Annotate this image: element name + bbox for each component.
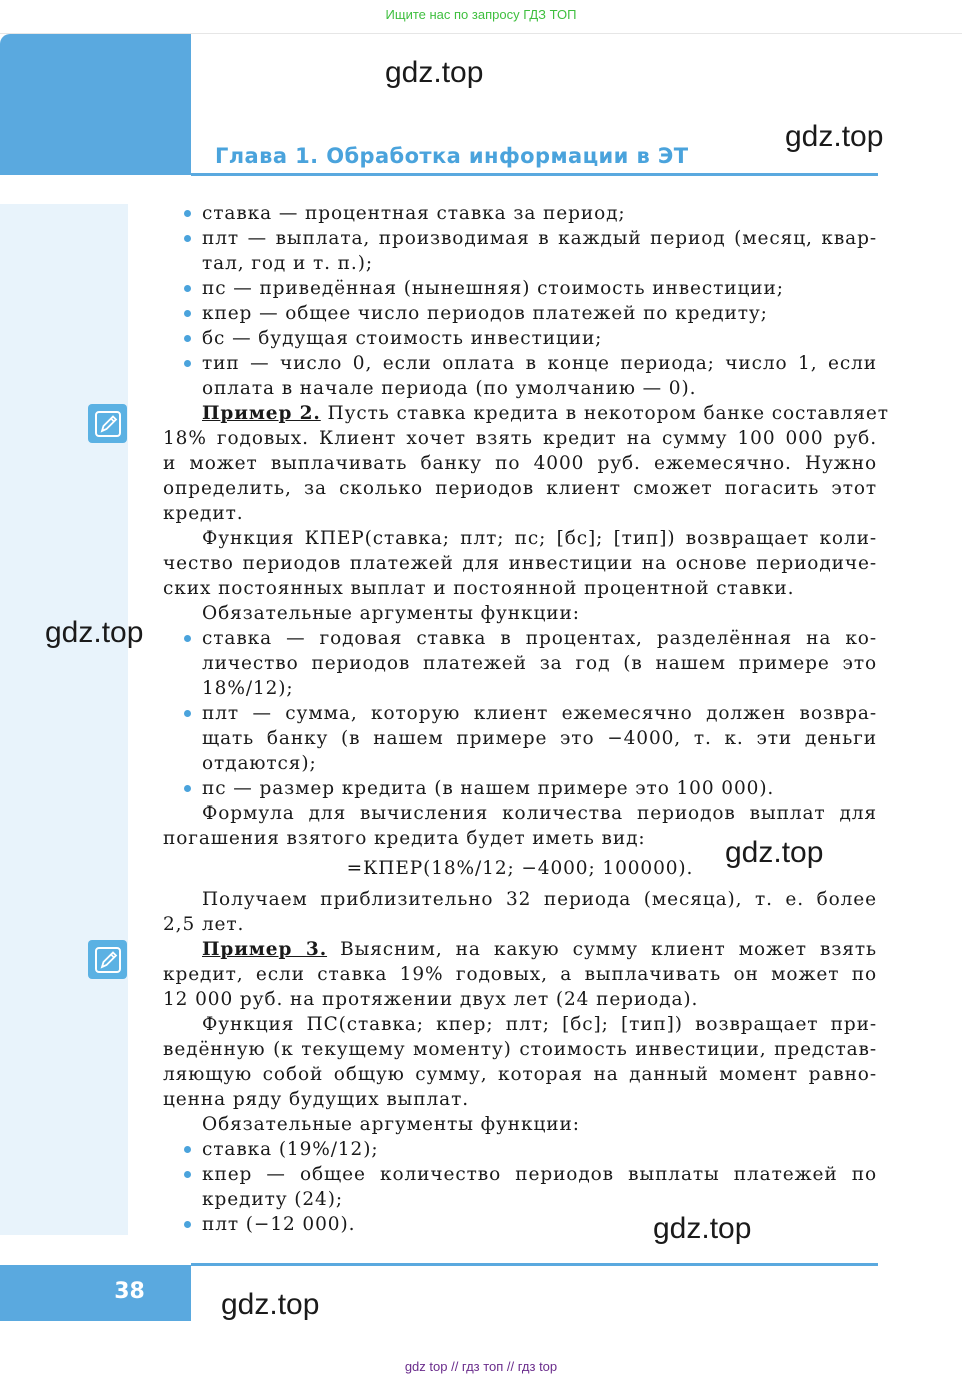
chapter-underline (191, 173, 878, 176)
watermark: gdz.top (725, 836, 824, 869)
bullet-dot (184, 285, 191, 292)
pencil-note-icon (88, 940, 127, 979)
text-line: отдаются); (202, 753, 317, 774)
example-3-line (163, 937, 877, 962)
text-line: пс — размер кредита (в нашем примере это 100 000). (202, 778, 775, 799)
text-line: Обязательные аргументы функции: (202, 1114, 580, 1135)
footer-rule (191, 1263, 878, 1266)
text-line: ведённую (к текущему моменту) стоимость инвестиции, представ- (163, 1039, 877, 1060)
text-line: ставка — годовая ставка в процентах, разделённая на ко- (202, 628, 877, 649)
watermark: gdz.top (785, 120, 884, 153)
bullet-dot (184, 235, 191, 242)
text-line: кредит, если ставка 19% годовых, а выплачивать он может по (163, 964, 877, 985)
text-line: ляющую собой общую сумму, которая на данный момент равно- (163, 1064, 877, 1085)
watermark: gdz.top (45, 616, 144, 649)
text-line: тал, год и т. п.); (202, 253, 373, 274)
pencil-note-icon (88, 404, 127, 443)
text-line: плт — выплата, производимая в каждый период (месяц, квар- (202, 228, 877, 249)
text-line: и может выплачивать банку по 4000 руб. ежемесячно. Нужно (163, 453, 877, 474)
watermark: gdz.top (653, 1212, 752, 1245)
bullet-dot (184, 1171, 191, 1178)
text-line: бс — будущая стоимость инвестиции; (202, 328, 603, 349)
page-number: 38 (114, 1279, 145, 1304)
bullet-dot (184, 310, 191, 317)
watermark: gdz.top (221, 1288, 320, 1321)
text-line: погашения взятого кредита будет иметь вид: (163, 828, 646, 849)
top-banner: Ищите нас по запросу ГДЗ ТОП (385, 7, 577, 22)
text-line: ставка (19%/12); (202, 1139, 379, 1160)
watermark: gdz.top (385, 56, 484, 89)
example-2-label: Пример 2. (202, 403, 321, 424)
text-line: кпер — общее количество периодов выплаты платежей по (202, 1164, 877, 1185)
formula-line: =КПЕР(18%/12; −4000; 100000). (346, 858, 694, 879)
text-line: кредиту (24); (202, 1189, 343, 1210)
text-line: плт — сумма, которую клиент ежемесячно должен возвра- (202, 703, 877, 724)
text-line: пс — приведённая (нынешняя) стоимость инвестиции; (202, 278, 784, 299)
text-line: ценна ряду будущих выплат. (163, 1089, 469, 1110)
chapter-title: Глава 1. Обработка информации в ЭТ (215, 144, 689, 168)
text-line: 18% годовых. Клиент хочет взять кредит на сумму 100 000 руб. (163, 428, 877, 449)
bullet-dot (184, 785, 191, 792)
text-line: 18%/12); (202, 678, 294, 699)
example-3-label: Пример 3. (202, 939, 328, 960)
text-line: определить, за сколько периодов клиент сможет погасить этот (163, 478, 877, 499)
header-color-block (0, 34, 191, 175)
text-line: Функция КПЕР(ставка; плт; пс; [бс]; [тип]) возвращает коли- (202, 528, 877, 549)
text-line: 12 000 руб. на протяжении двух лет (24 периода). (163, 989, 699, 1010)
bullet-dot (184, 335, 191, 342)
text-line: чество периодов платежей для инвестиции на основе периодиче- (163, 553, 877, 574)
bullet-dot (184, 210, 191, 217)
bottom-banner: gdz top // гдз топ // гдз top (404, 1359, 558, 1374)
side-margin-panel (0, 204, 128, 1235)
text-line: Обязательные аргументы функции: (202, 603, 580, 624)
text-line: Функция ПС(ставка; кпер; плт; [бс]; [тип]) возвращает при- (202, 1014, 877, 1035)
text-line: плт (−12 000). (202, 1214, 356, 1235)
text-line: ставка — процентная ставка за период; (202, 203, 626, 224)
text-line: ских постоянных выплат и постоянной процентной ставки. (163, 578, 795, 599)
text-line: Формула для вычисления количества периодов выплат для (202, 803, 877, 824)
text-segment: Пусть ставка кредита в некотором банке составляет (320, 403, 889, 424)
page-number-box (0, 1265, 191, 1321)
bullet-dot (184, 360, 191, 367)
text-segment: Выясним, на какую сумму клиент может взять (327, 939, 877, 960)
text-line: оплата в начале периода (по умолчанию — 0). (202, 378, 697, 399)
text-line: щать банку (в нашем примере это −4000, т. к. эти деньги (202, 728, 877, 749)
text-line: кредит. (163, 503, 244, 524)
bullet-dot (184, 1221, 191, 1228)
bullet-dot (184, 710, 191, 717)
text-line: 2,5 лет. (163, 914, 245, 935)
example-2-line (163, 401, 889, 426)
bullet-dot (184, 1146, 191, 1153)
text-line: личество периодов платежей за год (в нашем примере это (202, 653, 877, 674)
text-line: Получаем приблизительно 32 периода (месяца), т. е. более (202, 889, 877, 910)
text-line: тип — число 0, если оплата в конце периода; число 1, если (202, 353, 877, 374)
bullet-dot (184, 635, 191, 642)
text-line: кпер — общее число периодов платежей по кредиту; (202, 303, 768, 324)
